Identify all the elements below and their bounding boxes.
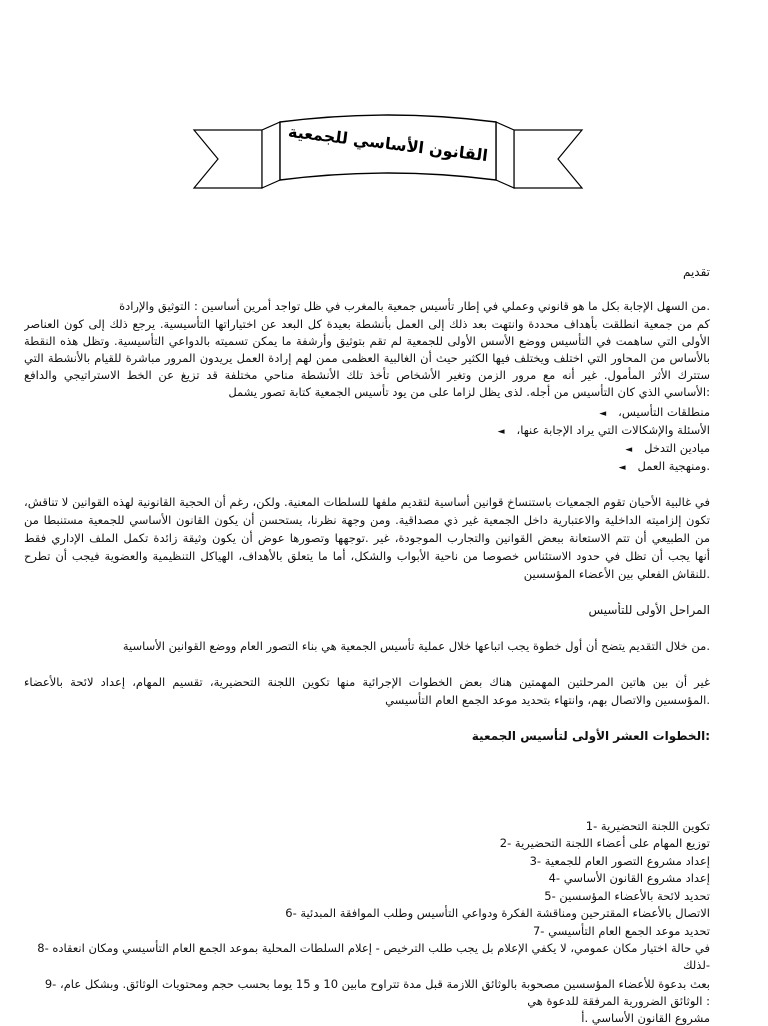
step-item: الاتصال بالأعضاء المقترحين ومناقشة الفكرة ودواعي التأسيس وطلب الموافقة المبدئية -6 — [285, 906, 710, 920]
bullet-item — [24, 458, 710, 476]
step-item: في حالة اختيار مكان عمومي، لا يكفي الإعلام بل يجب طلب الترخيص - إعلام السلطات المحلية بموعد الجمع العام التأسيسي ومكان انعقاده -8 — [37, 941, 710, 955]
intro-line: الأولى التي ساهمت في التأسيس ووضع الأسس الأولى للجمعية لم تقم بتوثيق وأرشفة ما يمكن تسميته بالدواعي التأسيسية. وتظل هذه النقطة — [24, 334, 710, 348]
bullet-item-label: الأسئلة والإشكالات التي يراد الإجابة عنها، — [516, 423, 710, 437]
para2-line: أنها يجب أن تظل في حدود الاستئناس خصوصا من ناحية الأبواب والشكل، أما ما يتعلق بالأهداف، الهياكل التنظيمية والعضوية فيجب أن تطرح — [24, 549, 710, 563]
bullet-arrow-icon: ◄ — [625, 445, 633, 455]
bullet-item — [24, 440, 710, 458]
step-item: إعداد مشروع القانون الأساسي -4 — [548, 871, 710, 885]
steps-heading: :الخطوات العشر الأولى لتأسيس الجمعية — [471, 729, 710, 743]
bullet-arrow-icon: ◄ — [618, 463, 626, 473]
bullet-arrow-icon: ◄ — [599, 409, 607, 419]
intro-line: :الأساسي الذي كان التأسيس من أجله. لذى يظل لزاما على من يود تأسيس الجمعية كتابة تصور يشمل — [228, 385, 710, 399]
para2-line: تكون إلزاميته الداخلية والاعتبارية داخل الجمعية غير ذي مصداقية. ومن وجهة نظرنا، يستحسن أن يكون القانون الأساسي للجمعية مستنبطا من — [24, 513, 710, 527]
bullet-item — [24, 422, 710, 440]
step-item: توزيع المهام على أعضاء اللجنة التحضيرية -2 — [499, 836, 710, 850]
para3-line: غير أن بين هاتين المرحلتين المهمتين هناك بعض الخطوات الإجرائية منها تكوين اللجنة التحضيرية، تقسيم المهام، إعداد لائحة بالأعضاء — [24, 675, 710, 689]
step-item: تحديد لائحة بالأعضاء المؤسسين -5 — [544, 889, 710, 903]
bullet-item-label: .ومنهجية العمل — [637, 459, 710, 473]
stages-line: .من خلال التقديم يتضح أن أول خطوة يجب اتباعها خلال عملية تأسيس الجمعية هي بناء التصور العام ووضع القوانين الأساسية — [122, 639, 710, 653]
step-item: مشروع القانون الأساسي .أ — [581, 1011, 710, 1025]
para2-line: في غالبية الأحيان تقوم الجمعيات باستنساخ قوانين أساسية لتقديم ملفها للسلطات المعنية. ولكن، رغم أن الحجية القانونية لهذه القوانين لا تناقش، — [24, 495, 710, 509]
step-item: إعداد مشروع التصور العام للجمعية -3 — [529, 854, 710, 868]
para3-line: .المؤسسين والاتصال بهم، وانتهاء بتحديد موعد الجمع العام التأسيسي — [385, 693, 710, 707]
stages-heading: المراحل الأولى للتأسيس — [588, 603, 710, 617]
bullet-item-label: منطلقات التأسيس، — [618, 405, 710, 419]
step-item: : الوثائق الضرورية المرفقة للدعوة هي — [527, 994, 710, 1008]
intro-heading: تقديم — [682, 265, 710, 279]
intro-line: كم من جمعية انطلقت بأهداف محددة وانتهت بعد ذلك إلى العمل بأنشطة بعيدة كل البعد عن اختياراتها التأسيسية. يرجع ذلك إلى كون العناصر — [24, 317, 710, 331]
step-item: تكوين اللجنة التحضيرية -1 — [585, 819, 710, 833]
ribbon-banner — [188, 112, 588, 202]
step-item: تحديد موعد الجمع العام التأسيسي -7 — [532, 924, 710, 938]
bullet-item-label: ميادين التدخل — [644, 441, 710, 455]
intro-line: بالأساس من المحاور التي اختلف ويختلف فيها الكثير حيث أن الغالبية العظمى ممن لهم إرادة العمل يريدون المرور مباشرة للقيام بالأنشطة التي — [24, 351, 710, 365]
bullet-arrow-icon: ◄ — [497, 427, 505, 437]
step-item: -لذلك — [683, 958, 710, 972]
intro-line: ستترك الأثر المأمول. غير أنه مع مرور الزمن وتغير الأشخاص تأخذ تلك الأنشطة مناحي مختلفة قد تزيغ عن الخط الاستراتيجي والدافع — [24, 368, 710, 382]
intro-line: .من السهل الإجابة بكل ما هو قانوني وعملي في إطار تأسيس جمعية بالمغرب في ظل تواجد أمرين أساسين : التوثيق والإرادة — [119, 299, 710, 313]
banner-title: القانون الأساسي للجمعية — [287, 121, 489, 166]
para2-line: من الطبيعي أن تتم الاستعانة ببعض القوانين والتجارب الموجودة، غير .توجهها وتصورها عوض أن يكون وثيقة زائدة تكمل الملف الإداري فقط — [24, 531, 710, 545]
step-item: بعث بدعوة للأعضاء المؤسسين مصحوبة بالوثائق اللازمة قبل مدة تتراوح مابين 10 و 15 يوما بحسب حجم ومحتويات الوثائق. وبشكل عام، -9 — [44, 977, 710, 991]
para2-line: .للنقاش الفعلي بين الأعضاء المؤسسين — [523, 567, 710, 581]
bullet-item — [24, 404, 710, 422]
